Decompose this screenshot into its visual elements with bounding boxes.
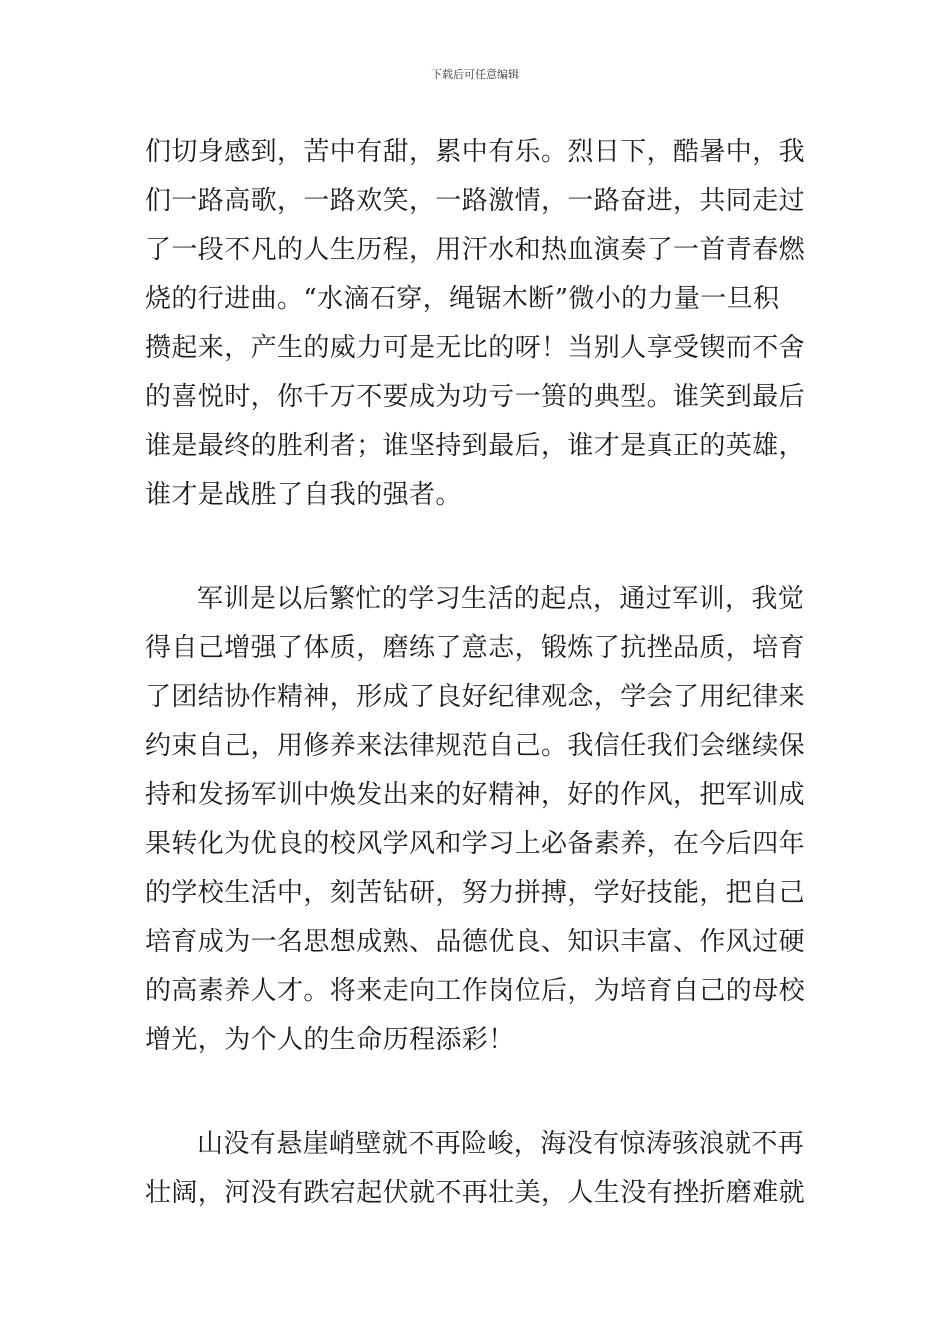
header-note: 下载后可任意编辑 bbox=[431, 68, 519, 81]
paragraph-3-line-2: 壮阔，河没有跌宕起伏就不再壮美，人生没有挫折磨难就 bbox=[145, 1178, 806, 1208]
paragraph-1-line-1: 们切身感到，苦中有甜，累中有乐。烈日下，酷暑中，我 bbox=[145, 137, 806, 167]
paragraph-2-line-1: 军训是以后繁忙的学习生活的起点，通过军训，我觉 bbox=[197, 584, 805, 614]
paragraph-2-line-5: 持和发扬军训中焕发出来的好精神，好的作风，把军训成 bbox=[145, 780, 806, 810]
paragraph-1-line-5: 攒起来，产生的威力可是无比的呀！当别人享受锲而不舍 bbox=[145, 333, 806, 363]
paragraph-1-line-2: 们一路高歌，一路欢笑，一路激情，一路奋进，共同走过 bbox=[145, 186, 806, 216]
paragraph-1-line-7: 谁是最终的胜利者；谁坚持到最后，谁才是真正的英雄， bbox=[145, 431, 806, 461]
paragraph-1-line-8: 谁才是战胜了自我的强者。 bbox=[145, 480, 462, 510]
paragraph-2-line-9: 的高素养人才。将来走向工作岗位后，为培育自己的母校 bbox=[145, 976, 806, 1006]
paragraph-2-line-4: 约束自己，用修养来法律规范自己。我信任我们会继续保 bbox=[145, 731, 806, 761]
paragraph-1-line-3: 了一段不凡的人生历程，用汗水和热血演奏了一首青春燃 bbox=[145, 235, 806, 265]
paragraph-2-line-8: 培育成为一名思想成熟、品德优良、知识丰富、作风过硬 bbox=[145, 927, 806, 957]
paragraph-3-line-1: 山没有悬崖峭壁就不再险峻，海没有惊涛骇浪就不再 bbox=[197, 1129, 805, 1159]
paragraph-2-line-6: 果转化为优良的校风学风和学习上必备素养，在今后四年 bbox=[145, 829, 806, 859]
paragraph-2-line-10: 增光，为个人的生命历程添彩！ bbox=[145, 1025, 515, 1055]
paragraph-1-line-4: 烧的行进曲。“水滴石穿，绳锯木断”微小的力量一旦积 bbox=[145, 284, 780, 314]
paragraph-1-line-6: 的喜悦时，你千万不要成为功亏一篑的典型。谁笑到最后 bbox=[145, 382, 806, 412]
paragraph-2-line-7: 的学校生活中，刻苦钻研，努力拼搏，学好技能，把自己 bbox=[145, 878, 806, 908]
paragraph-2-line-3: 了团结协作精神，形成了良好纪律观念，学会了用纪律来 bbox=[145, 682, 806, 712]
paragraph-2-line-2: 得自己增强了体质，磨练了意志，锻炼了抗挫品质，培育 bbox=[145, 633, 806, 663]
